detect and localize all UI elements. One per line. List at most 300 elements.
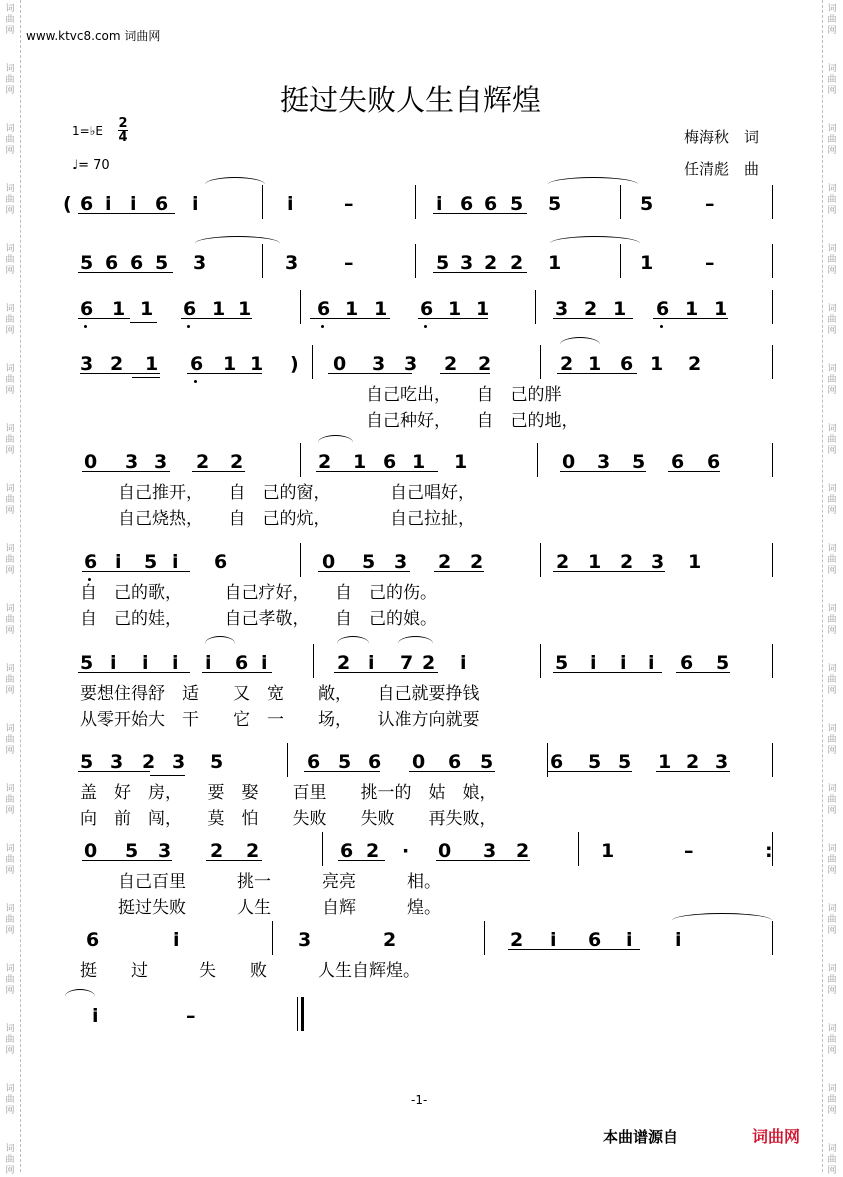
note: 1 — [613, 298, 627, 320]
note: 0 — [438, 840, 452, 862]
time-signature-top: 2 — [118, 116, 128, 131]
watermark-text: 词 曲 网 — [5, 244, 15, 276]
watermark-text: 词 曲 网 — [5, 844, 15, 876]
watermark-text: 词 曲 网 — [5, 964, 15, 996]
octave-dot — [194, 380, 197, 383]
note: – — [344, 193, 354, 215]
note: ( — [63, 193, 72, 215]
note: 2 — [510, 252, 524, 274]
note: 1 — [476, 298, 490, 320]
note: i — [436, 193, 443, 215]
note: 1 — [112, 298, 126, 320]
lyric-line: 自己吃出， 自 己的胖 — [366, 385, 562, 405]
lyric-line: 自己烧热， 自 己的炕， 自己拉扯， — [118, 509, 475, 529]
lyric-line: 挺过失败 人生 自辉 煌。 — [118, 898, 441, 918]
note: i — [172, 652, 179, 674]
watermark-text: 词 曲 网 — [827, 724, 837, 756]
note: 1 — [145, 353, 159, 375]
note: 2 — [444, 353, 458, 375]
watermark-text: 词 曲 网 — [827, 1084, 837, 1116]
watermark-text: 词 曲 网 — [5, 64, 15, 96]
note: 1 — [353, 451, 367, 473]
note: 1 — [212, 298, 226, 320]
note: 5 — [640, 193, 654, 215]
lyric-line: 从零开始大 干 它 一 场， 认准方向就要 — [80, 710, 480, 730]
note-line — [0, 1005, 843, 1065]
note: 2 — [422, 652, 436, 674]
note: 5 — [80, 751, 94, 773]
note: 5 — [144, 551, 158, 573]
note: 3 — [404, 353, 418, 375]
note: 2 — [620, 551, 634, 573]
beam-underline — [78, 672, 190, 673]
note: 0 — [562, 451, 576, 473]
watermark-text: 词 曲 网 — [5, 424, 15, 456]
note: 3 — [154, 451, 168, 473]
note: 1 — [588, 551, 602, 573]
tie-arc — [398, 636, 433, 651]
note: i — [115, 551, 122, 573]
note: 0 — [333, 353, 347, 375]
tie-arc — [560, 337, 600, 352]
barline — [540, 644, 541, 678]
note: 1 — [454, 451, 468, 473]
beam-underline — [440, 373, 490, 374]
barline — [772, 743, 773, 777]
watermark-text: 词 曲 网 — [827, 1024, 837, 1056]
note: 6 — [420, 298, 434, 320]
beam-underline — [334, 672, 438, 673]
tie-arc — [318, 435, 353, 450]
beam-underline — [192, 471, 245, 472]
lyric-line: 自 己的娃， 自己孝敬， 自 己的娘。 — [80, 609, 437, 629]
note: 3 — [394, 551, 408, 573]
note: 1 — [640, 252, 654, 274]
time-signature — [118, 117, 128, 144]
note: 1 — [658, 751, 672, 773]
watermark-text: 词 曲 网 — [827, 124, 837, 156]
octave-dot — [660, 325, 663, 328]
note: 0 — [84, 840, 98, 862]
note: 3 — [460, 252, 474, 274]
watermark-text: 词 曲 网 — [5, 124, 15, 156]
note: i — [648, 652, 655, 674]
source-label: 本曲谱源自 — [603, 1128, 679, 1146]
tie-arc — [205, 636, 235, 651]
note: 5 — [716, 652, 730, 674]
beam-underline — [78, 318, 130, 319]
note: 2 — [196, 451, 210, 473]
tempo-marking — [72, 158, 110, 173]
note: 1 — [250, 353, 264, 375]
note: 5 — [210, 751, 224, 773]
beam-underline — [409, 771, 495, 772]
note: 2 — [366, 840, 380, 862]
note: 2 — [484, 252, 498, 274]
note: 6 — [340, 840, 354, 862]
beam-underline — [78, 771, 150, 772]
note: 2 — [110, 353, 124, 375]
note: 1 — [601, 840, 615, 862]
note: 6 — [80, 298, 94, 320]
beam-underline — [553, 318, 633, 319]
octave-dot — [187, 325, 190, 328]
note: 1 — [548, 252, 562, 274]
note: 6 — [105, 252, 119, 274]
watermark-text: 词 曲 网 — [827, 664, 837, 696]
note: 3 — [158, 840, 172, 862]
barline — [772, 832, 773, 866]
note: 6 — [235, 652, 249, 674]
lyric-line: 向 前 闯， 莫 怕 失败 失败 再失败， — [80, 809, 497, 829]
watermark-text: 词 曲 网 — [5, 784, 15, 816]
note: 5 — [510, 193, 524, 215]
watermark-text: 词 曲 网 — [827, 1144, 837, 1176]
beam-underline — [206, 860, 262, 861]
lyric-line: 自己推开， 自 己的窗， 自己唱好， — [118, 483, 475, 503]
note: 6 — [588, 929, 602, 951]
beam-underline — [676, 672, 730, 673]
watermark-text: 词 曲 网 — [5, 1084, 15, 1116]
octave-dot — [88, 578, 91, 581]
site-url[interactable]: www.ktvc8.com 词曲网 — [26, 29, 161, 43]
note: 6 — [130, 252, 144, 274]
barline — [272, 921, 273, 955]
note: i — [675, 929, 682, 951]
beam-underline — [433, 213, 527, 214]
note: 6 — [620, 353, 634, 375]
note: – — [684, 840, 694, 862]
tie-arc — [337, 636, 369, 651]
note: i — [92, 1005, 99, 1027]
note: 6 — [317, 298, 331, 320]
note: 7 — [400, 652, 414, 674]
note: – — [344, 252, 354, 274]
watermark-text: 词 曲 网 — [5, 484, 15, 516]
note: 3 — [110, 751, 124, 773]
note: 3 — [298, 929, 312, 951]
note: 2 — [686, 751, 700, 773]
beam-underline — [78, 272, 173, 273]
beam-underline — [316, 471, 438, 472]
barline — [772, 543, 773, 577]
note: i — [550, 929, 557, 951]
barline — [772, 921, 773, 955]
note: 6 — [484, 193, 498, 215]
watermark-text: 词 曲 网 — [5, 724, 15, 756]
note: i — [368, 652, 375, 674]
watermark-text: 词 曲 网 — [827, 4, 837, 36]
note: 3 — [125, 451, 139, 473]
watermark-text: 词 曲 网 — [827, 244, 837, 276]
note: i — [261, 652, 268, 674]
note: 6 — [80, 193, 94, 215]
note: 1 — [688, 551, 702, 573]
note: 3 — [372, 353, 386, 375]
note: 5 — [632, 451, 646, 473]
note: 3 — [555, 298, 569, 320]
octave-dot — [321, 325, 324, 328]
barline — [300, 290, 301, 324]
watermark-text: 词 曲 网 — [827, 964, 837, 996]
tie-arc — [205, 177, 265, 192]
barline — [415, 244, 416, 278]
note: 1 — [140, 298, 154, 320]
key-signature: 1=♭E — [72, 124, 103, 138]
beam-underline — [78, 213, 175, 214]
note: 2 — [337, 652, 351, 674]
watermark-text: 词 曲 网 — [5, 664, 15, 696]
note: 0 — [412, 751, 426, 773]
note: i — [110, 652, 117, 674]
note: 6 — [460, 193, 474, 215]
note: 6 — [550, 751, 564, 773]
beam-underline — [82, 571, 190, 572]
tempo-value: = 70 — [78, 158, 110, 173]
beam-underline — [304, 771, 380, 772]
beam-underline — [548, 771, 632, 772]
note: 2 — [560, 353, 574, 375]
lyric-line: 自己百里 挑一 亮亮 相。 — [118, 872, 441, 892]
barline — [535, 290, 536, 324]
note: – — [705, 193, 715, 215]
barline — [300, 443, 301, 477]
watermark-text: 词 曲 网 — [827, 844, 837, 876]
beam-underline — [310, 318, 390, 319]
note: 2 — [230, 451, 244, 473]
lyricist-credit: 梅海秋 词 — [684, 128, 760, 146]
note: 6 — [84, 551, 98, 573]
beam-underline — [82, 860, 172, 861]
barline — [772, 644, 773, 678]
note: i — [626, 929, 633, 951]
note: i — [173, 929, 180, 951]
brand-logo[interactable]: 词曲网 — [752, 1127, 801, 1146]
note: i — [192, 193, 199, 215]
note: 2 — [470, 551, 484, 573]
note: 5 — [436, 252, 450, 274]
beam-underline — [653, 318, 728, 319]
watermark-text: 词 曲 网 — [5, 604, 15, 636]
beam-underline — [132, 377, 160, 378]
note: 1 — [374, 298, 388, 320]
note: 2 — [516, 840, 530, 862]
note: 5 — [362, 551, 376, 573]
note: 2 — [584, 298, 598, 320]
note: 5 — [80, 652, 94, 674]
lyric-line: 自 己的歌， 自己疗好， 自 己的伤。 — [80, 583, 437, 603]
note: 6 — [86, 929, 100, 951]
note: i — [460, 652, 467, 674]
note: 6 — [155, 193, 169, 215]
barline — [540, 543, 541, 577]
watermark-text: 词 曲 网 — [5, 4, 15, 36]
note: 5 — [480, 751, 494, 773]
lyric-line: 要想住得舒 适 又 宽 敞， 自己就要挣钱 — [80, 684, 480, 704]
barline — [578, 832, 579, 866]
watermark-text: 词 曲 网 — [5, 364, 15, 396]
note: 5 — [618, 751, 632, 773]
beam-underline — [436, 860, 530, 861]
watermark-text: 词 曲 网 — [5, 544, 15, 576]
barline — [537, 443, 538, 477]
watermark-text: 词 曲 网 — [827, 904, 837, 936]
note: 1 — [345, 298, 359, 320]
note: 5 — [125, 840, 139, 862]
barline — [772, 244, 773, 278]
note: 5 — [80, 252, 94, 274]
note: 1 — [238, 298, 252, 320]
beam-underline — [150, 775, 185, 776]
beam-underline — [202, 672, 272, 673]
watermark-text: 词 曲 网 — [827, 604, 837, 636]
watermark-text: 词 曲 网 — [827, 64, 837, 96]
note: i — [205, 652, 212, 674]
beam-underline — [560, 471, 646, 472]
note: 6 — [383, 451, 397, 473]
note: ) — [290, 353, 299, 375]
note: – — [186, 1005, 196, 1027]
watermark-text: 词 曲 网 — [827, 544, 837, 576]
barline — [322, 832, 323, 866]
watermark-text: 词 曲 网 — [827, 484, 837, 516]
note: 0 — [84, 451, 98, 473]
note: 2 — [688, 353, 702, 375]
barline — [415, 185, 416, 219]
barline — [301, 997, 304, 1031]
beam-underline — [130, 322, 157, 323]
time-signature-bottom: 4 — [118, 130, 128, 145]
barline — [772, 345, 773, 379]
tie-arc — [550, 236, 640, 251]
note: 6 — [190, 353, 204, 375]
watermark-text: 词 曲 网 — [5, 904, 15, 936]
watermark-text: 词 曲 网 — [5, 304, 15, 336]
note: 1 — [223, 353, 237, 375]
tie-arc — [672, 913, 772, 928]
note: i — [590, 652, 597, 674]
note: 1 — [650, 353, 664, 375]
note: 1 — [685, 298, 699, 320]
watermark-text: 词 曲 网 — [827, 424, 837, 456]
barline — [312, 345, 313, 379]
watermark-text: 词 曲 网 — [827, 304, 837, 336]
note: 6 — [707, 451, 721, 473]
tie-arc — [548, 177, 638, 192]
note: 6 — [214, 551, 228, 573]
note: – — [705, 252, 715, 274]
beam-underline — [418, 318, 488, 319]
note: 6 — [448, 751, 462, 773]
watermark-text: 词 曲 网 — [5, 1024, 15, 1056]
note: 2 — [210, 840, 224, 862]
note: 1 — [448, 298, 462, 320]
beam-underline — [557, 373, 637, 374]
note: 5 — [338, 751, 352, 773]
note: 6 — [307, 751, 321, 773]
watermark-text: 词 曲 网 — [827, 784, 837, 816]
note: 6 — [656, 298, 670, 320]
note: 6 — [680, 652, 694, 674]
note: 5 — [588, 751, 602, 773]
note: i — [287, 193, 294, 215]
note: i — [172, 551, 179, 573]
barline — [540, 345, 541, 379]
lyric-line: 挺 过 失 败 人生自辉煌。 — [80, 961, 420, 981]
beam-underline — [508, 949, 640, 950]
composer-credit: 任清彪 曲 — [684, 160, 760, 178]
note: 3 — [651, 551, 665, 573]
note: 3 — [80, 353, 94, 375]
quarter-note-icon: ♩ — [72, 158, 79, 173]
barline — [772, 290, 773, 324]
note: 2 — [510, 929, 524, 951]
beam-underline — [553, 571, 665, 572]
note: i — [105, 193, 112, 215]
note-line — [0, 193, 843, 253]
note: 0 — [322, 551, 336, 573]
beam-underline — [553, 672, 662, 673]
note: 3 — [193, 252, 207, 274]
note: 1 — [714, 298, 728, 320]
note: 1 — [588, 353, 602, 375]
beam-underline — [181, 318, 252, 319]
beam-underline — [656, 771, 730, 772]
tie-arc — [65, 989, 95, 1004]
note: · — [402, 840, 410, 862]
note: 2 — [478, 353, 492, 375]
note: 6 — [183, 298, 197, 320]
beam-underline — [80, 373, 160, 374]
note: 6 — [671, 451, 685, 473]
barline — [287, 743, 288, 777]
beam-underline — [318, 571, 410, 572]
page-title: 挺过失败人生自辉煌 — [280, 83, 542, 117]
note: 2 — [246, 840, 260, 862]
barline — [300, 543, 301, 577]
tie-arc — [195, 236, 280, 251]
note: 6 — [368, 751, 382, 773]
note: 3 — [285, 252, 299, 274]
octave-dot — [84, 325, 87, 328]
lyric-line: 自己种好， 自 己的地， — [366, 411, 579, 431]
note: i — [142, 652, 149, 674]
note: 3 — [483, 840, 497, 862]
note: 3 — [597, 451, 611, 473]
barline — [484, 921, 485, 955]
beam-underline — [338, 860, 385, 861]
beam-underline — [668, 471, 720, 472]
note: 5 — [548, 193, 562, 215]
beam-underline — [433, 272, 527, 273]
note: 5 — [555, 652, 569, 674]
watermark-text: 词 曲 网 — [827, 184, 837, 216]
note-line — [0, 298, 843, 358]
note: : — [765, 840, 773, 862]
note: 3 — [715, 751, 729, 773]
barline — [772, 443, 773, 477]
beam-underline — [434, 571, 484, 572]
watermark-text: 词 曲 网 — [5, 1144, 15, 1176]
note: 1 — [412, 451, 426, 473]
note: 5 — [155, 252, 169, 274]
note: i — [620, 652, 627, 674]
watermark-text: 词 曲 网 — [5, 184, 15, 216]
lyric-line: 盖 好 房， 要 娶 百里 挑一的 姑 娘， — [80, 783, 497, 803]
note: 2 — [318, 451, 332, 473]
note: 2 — [556, 551, 570, 573]
beam-underline — [187, 373, 262, 374]
